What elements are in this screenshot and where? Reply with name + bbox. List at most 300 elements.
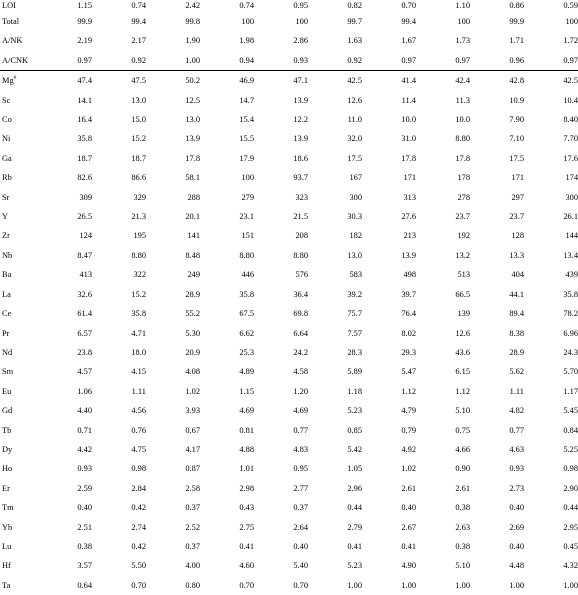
table-cell: 67.5: [239, 309, 254, 319]
table-row: [0, 459, 578, 478]
row-label: [0, 556, 38, 575]
table-cell: 7.10: [509, 134, 524, 144]
table-cell: 0.84: [563, 425, 578, 435]
table-cell: 0.98: [131, 464, 146, 474]
row-label-text: Ni: [2, 134, 11, 144]
table-cell: 0.86: [509, 1, 524, 10]
table-cell: 576: [295, 270, 308, 280]
table-row: [0, 304, 578, 323]
table-cell: 12.6: [455, 328, 470, 338]
table-cell: 1.00: [509, 580, 524, 590]
table-cell: 4.17: [185, 444, 200, 454]
table-cell: 15.2: [131, 134, 146, 144]
table-cell: 13.0: [131, 95, 146, 105]
table-cell: 4.57: [77, 367, 92, 377]
table-cell: 329: [133, 192, 146, 202]
table-cell: 404: [511, 270, 524, 280]
table-cell: 171: [511, 173, 524, 183]
table-cell: 24.3: [563, 347, 578, 357]
table-cell: 192: [457, 231, 470, 241]
table-cell: 446: [241, 270, 254, 280]
table-cell: 18.0: [131, 347, 146, 357]
row-label: [0, 362, 38, 381]
table-cell: 2.17: [131, 36, 146, 46]
table-cell: 1.15: [77, 1, 92, 10]
row-label-text: Pr: [2, 328, 10, 338]
table-row: [0, 421, 578, 440]
table-cell: 0.71: [77, 425, 92, 435]
table-cell: 21.3: [131, 212, 146, 222]
table-cell: 31.0: [401, 134, 416, 144]
table-cell: 0.44: [347, 503, 362, 513]
table-cell: 1.20: [293, 386, 308, 396]
row-label-text: Lu: [2, 541, 12, 551]
table-cell: 46.9: [239, 76, 254, 86]
row-label-text: Zr: [2, 231, 10, 241]
table-cell: 2.51: [77, 522, 92, 532]
row-label: [0, 226, 38, 245]
row-label: [0, 12, 38, 31]
table-row: [0, 343, 578, 362]
table-cell: 17.5: [509, 153, 524, 163]
table-cell: 139: [457, 309, 470, 319]
table-row: [0, 498, 578, 517]
table-cell: 5.23: [347, 406, 362, 416]
table-row: [0, 285, 578, 304]
table-cell: 4.48: [509, 561, 524, 571]
table-cell: 4.88: [239, 444, 254, 454]
row-label-text: Nb: [2, 250, 13, 260]
table-row: [0, 362, 578, 381]
table-cell: 5.10: [455, 561, 470, 571]
table-cell: 8.02: [401, 328, 416, 338]
table-cell: 8.40: [563, 115, 578, 125]
table-cell: 498: [403, 270, 416, 280]
table-cell: 2.61: [455, 483, 470, 493]
table-cell: 1.11: [509, 386, 524, 396]
table-cell: 4.82: [509, 406, 524, 416]
table-cell: 0.82: [347, 1, 362, 10]
table-cell: 11.3: [455, 95, 470, 105]
row-label-text: Y: [2, 212, 9, 222]
row-label-text: Tb: [2, 425, 12, 435]
table-cell: 0.64: [77, 580, 92, 590]
table-cell: 55.2: [185, 309, 200, 319]
table-cell: 300: [565, 192, 578, 202]
table-cell: 3.57: [77, 561, 92, 571]
table-cell: 182: [349, 231, 362, 241]
table-cell: 4.89: [239, 367, 254, 377]
table-cell: 174: [565, 173, 578, 183]
table-cell: 99.8: [185, 17, 200, 26]
table-cell: 288: [187, 192, 200, 202]
table-cell: 1.67: [401, 36, 416, 46]
row-label: [0, 421, 38, 440]
table-cell: 4.66: [455, 444, 470, 454]
table-cell: 13.0: [347, 250, 362, 260]
row-label: [0, 343, 38, 362]
table-cell: 2.67: [401, 522, 416, 532]
table-cell: 439: [565, 270, 578, 280]
table-cell: 13.0: [185, 115, 200, 125]
table-cell: 0.41: [239, 541, 254, 551]
table-cell: 15.2: [131, 289, 146, 299]
table-cell: 309: [79, 192, 92, 202]
table-cell: 4.71: [131, 328, 146, 338]
table-cell: 0.85: [347, 425, 362, 435]
table-cell: 36.4: [293, 289, 308, 299]
row-label: [0, 518, 38, 537]
table-cell: 10.0: [455, 115, 470, 125]
table-cell: 2.74: [131, 522, 146, 532]
table-cell: 69.8: [293, 309, 308, 319]
table-cell: 2.69: [509, 522, 524, 532]
row-label: [0, 459, 38, 478]
table-cell: 99.4: [131, 17, 146, 26]
table-cell: 279: [241, 192, 254, 202]
table-cell: 2.64: [293, 522, 308, 532]
table-cell: 2.77: [293, 483, 308, 493]
table-cell: 20.9: [185, 347, 200, 357]
row-label: [0, 246, 38, 265]
table-cell: 5.40: [293, 561, 308, 571]
row-label-text: Co: [2, 115, 12, 125]
table-cell: 17.9: [239, 153, 254, 163]
row-label-text: Sc: [2, 95, 11, 105]
table-row: [0, 31, 578, 50]
row-label-text: Ga: [2, 153, 12, 163]
row-label: [0, 537, 38, 556]
table-cell: 23.1: [239, 212, 254, 222]
table-cell: 2.19: [77, 36, 92, 46]
table-cell: 5.89: [347, 367, 362, 377]
table-cell: 61.4: [77, 309, 92, 319]
table-cell: 141: [187, 231, 200, 241]
table-cell: 1.17: [563, 386, 578, 396]
table-cell: 86.6: [131, 173, 146, 183]
table-cell: 0.93: [509, 464, 524, 474]
table-row: [0, 149, 578, 168]
table-cell: 47.5: [131, 76, 146, 86]
row-label-text: Nd: [2, 347, 13, 357]
table-cell: 208: [295, 231, 308, 241]
table-cell: 0.70: [293, 580, 308, 590]
table-cell: 23.7: [509, 212, 524, 222]
table-row: [0, 440, 578, 459]
table-row: [0, 226, 578, 245]
table-cell: 0.95: [293, 1, 308, 10]
table-cell: 0.74: [131, 1, 146, 10]
table-cell: 2.52: [185, 522, 200, 532]
table-cell: 24.2: [293, 347, 308, 357]
table-cell: 13.3: [509, 250, 524, 260]
table-cell: 8.80: [131, 250, 146, 260]
table-cell: 13.9: [293, 134, 308, 144]
table-cell: 7.70: [563, 134, 578, 144]
table-cell: 5.30: [185, 328, 200, 338]
table-cell: 1.06: [77, 386, 92, 396]
row-label: [0, 576, 38, 595]
table-cell: 78.2: [563, 309, 578, 319]
table-row: [0, 382, 578, 401]
table-cell: 1.00: [455, 580, 470, 590]
table-cell: 12.5: [185, 95, 200, 105]
table-cell: 2.73: [509, 483, 524, 493]
table-cell: 42.5: [563, 76, 578, 86]
table-cell: 12.6: [347, 95, 362, 105]
table-cell: 0.38: [455, 541, 470, 551]
row-label-text: LOI: [2, 1, 16, 10]
table-cell: 11.0: [347, 115, 362, 125]
table-cell: 151: [241, 231, 254, 241]
table-cell: 1.00: [347, 580, 362, 590]
table-cell: 0.59: [563, 1, 578, 10]
table-cell: 0.67: [185, 425, 200, 435]
table-cell: 1.18: [347, 386, 362, 396]
table-cell: 99.9: [509, 17, 524, 26]
table-cell: 10.9: [509, 95, 524, 105]
table-cell: 1.15: [239, 386, 254, 396]
table-cell: 0.96: [470, 51, 524, 71]
table-cell: 13.2: [455, 250, 470, 260]
table-cell: 100: [295, 17, 308, 26]
table-cell: 5.50: [131, 561, 146, 571]
table-cell: 0.38: [77, 541, 92, 551]
table-cell: 0.70: [401, 1, 416, 10]
table-cell: 2.63: [455, 522, 470, 532]
table-cell: 144: [565, 231, 578, 241]
row-label: [0, 207, 38, 226]
table-cell: 1.00: [401, 580, 416, 590]
table-cell: 47.4: [77, 76, 92, 86]
table-cell: 3.93: [185, 406, 200, 416]
table-cell: 100: [457, 17, 470, 26]
table-cell: 14.7: [239, 95, 254, 105]
table-cell: 249: [187, 270, 200, 280]
table-cell: 35.8: [239, 289, 254, 299]
table-cell: 6.96: [563, 328, 578, 338]
table-cell: 1.10: [455, 1, 470, 10]
table-cell: 5.45: [563, 406, 578, 416]
row-label-text: Ba: [2, 270, 12, 280]
table-row: [0, 556, 578, 575]
table-cell: 82.6: [77, 173, 92, 183]
table-cell: 0.75: [455, 425, 470, 435]
row-label-text: Mg: [2, 76, 14, 86]
table-cell: 0.92: [308, 51, 362, 71]
table-cell: 1.63: [347, 36, 362, 46]
table-cell: 17.6: [563, 153, 578, 163]
table-cell: 1.72: [563, 36, 578, 46]
table-cell: 89.4: [509, 309, 524, 319]
table-cell: 0.87: [185, 464, 200, 474]
table-cell: 58.1: [185, 173, 200, 183]
table-cell: 2.95: [563, 522, 578, 532]
table-cell: 35.8: [563, 289, 578, 299]
table-cell: 2.96: [347, 483, 362, 493]
table-cell: 6.15: [455, 367, 470, 377]
row-label: [0, 110, 38, 129]
table-cell: 100: [241, 173, 254, 183]
table-cell: 4.90: [401, 561, 416, 571]
table-cell: 4.75: [131, 444, 146, 454]
table-cell: 8.47: [77, 250, 92, 260]
row-label-text: Yb: [2, 522, 13, 532]
table-cell: 0.92: [92, 51, 146, 71]
table-cell: 5.70: [563, 367, 578, 377]
table-cell: 26.1: [563, 212, 578, 222]
table-cell: 1.00: [563, 580, 578, 590]
table-cell: 0.37: [185, 541, 200, 551]
table-row: [0, 129, 578, 148]
table-cell: 35.8: [131, 309, 146, 319]
table-cell: 23.7: [455, 212, 470, 222]
row-label-text: Gd: [2, 406, 13, 416]
row-label-text: A/CNK: [2, 55, 29, 65]
table-cell: 2.61: [401, 483, 416, 493]
table-cell: 50.2: [185, 76, 200, 86]
table-cell: 7.57: [347, 328, 362, 338]
row-label: [0, 71, 38, 91]
table-cell: 1.01: [239, 464, 254, 474]
row-label: [0, 382, 38, 401]
table-cell: 1.12: [455, 386, 470, 396]
table-cell: 10.4: [563, 95, 578, 105]
row-label: [0, 324, 38, 343]
table-cell: 39.7: [401, 289, 416, 299]
table-row: [0, 537, 578, 556]
row-label: [0, 0, 38, 12]
table-cell: 18.7: [131, 153, 146, 163]
table-cell: 167: [349, 173, 362, 183]
table-row: [0, 246, 578, 265]
table-row: [0, 518, 578, 537]
table-row: [0, 51, 578, 71]
table-cell: 1.71: [509, 36, 524, 46]
table-cell: 0.70: [131, 580, 146, 590]
row-label-text: Tm: [2, 503, 14, 513]
table-cell: 47.1: [293, 76, 308, 86]
row-label-text: La: [2, 289, 11, 299]
table-row: [0, 168, 578, 187]
table-cell: 0.45: [563, 541, 578, 551]
table-cell: 10.0: [401, 115, 416, 125]
table-cell: 6.57: [77, 328, 92, 338]
table-cell: 0.42: [131, 541, 146, 551]
table-cell: 0.40: [401, 503, 416, 513]
table-cell: 4.92: [401, 444, 416, 454]
table-cell: 171: [403, 173, 416, 183]
table-cell: 4.32: [563, 561, 578, 571]
table-cell: 8.38: [509, 328, 524, 338]
table-cell: 29.3: [401, 347, 416, 357]
table-row: [0, 0, 578, 12]
table-cell: 178: [457, 173, 470, 183]
table-cell: 8.48: [185, 250, 200, 260]
table-cell: 4.42: [77, 444, 92, 454]
row-label: [0, 91, 38, 110]
row-label-text: Ta: [2, 580, 11, 590]
table-cell: 0.43: [239, 503, 254, 513]
table-cell: 0.93: [77, 464, 92, 474]
table-cell: 42.8: [509, 76, 524, 86]
table-cell: 4.58: [293, 367, 308, 377]
table-cell: 0.42: [131, 503, 146, 513]
table-row: [0, 188, 578, 207]
row-label: [0, 498, 38, 517]
table-cell: 4.79: [401, 406, 416, 416]
table-cell: 6.62: [239, 328, 254, 338]
table-cell: 0.70: [239, 580, 254, 590]
table-cell: 323: [295, 192, 308, 202]
table-row: [0, 479, 578, 498]
table-cell: 0.77: [509, 425, 524, 435]
table-row: [0, 265, 578, 284]
table-cell: 18.7: [77, 153, 92, 163]
table-cell: 4.69: [239, 406, 254, 416]
table-cell: 0.80: [185, 580, 200, 590]
table-cell: 2.42: [185, 1, 200, 10]
row-label-text: Eu: [2, 386, 12, 396]
table-cell: 5.47: [401, 367, 416, 377]
table-cell: 513: [457, 270, 470, 280]
table-cell: 15.5: [239, 134, 254, 144]
table-cell: 0.37: [293, 503, 308, 513]
table-cell: 195: [133, 231, 146, 241]
table-cell: 583: [349, 270, 362, 280]
table-cell: 297: [511, 192, 524, 202]
row-label: [0, 304, 38, 323]
table-cell: 17.5: [347, 153, 362, 163]
table-cell: 0.97: [524, 51, 578, 71]
table-cell: 35.8: [77, 134, 92, 144]
row-label: [0, 51, 38, 71]
row-label-text: Sm: [2, 367, 14, 377]
table-cell: 99.9: [77, 17, 92, 26]
table-cell: 11.4: [401, 95, 416, 105]
table-cell: 1.90: [185, 36, 200, 46]
table-cell: 2.90: [563, 483, 578, 493]
table-row: [0, 110, 578, 129]
table-row: [0, 207, 578, 226]
table-cell: 0.38: [455, 503, 470, 513]
row-label-text: Ce: [2, 309, 12, 319]
row-label: [0, 188, 38, 207]
table-cell: 14.1: [77, 95, 92, 105]
table-cell: 2.58: [185, 483, 200, 493]
table-cell: 0.74: [239, 1, 254, 10]
table-cell: 32.6: [77, 289, 92, 299]
table-cell: 5.25: [563, 444, 578, 454]
table-cell: 13.9: [185, 134, 200, 144]
row-label-text: Sr: [2, 192, 10, 202]
table-cell: 26.5: [77, 212, 92, 222]
table-cell: 2.59: [77, 483, 92, 493]
table-cell: 0.40: [77, 503, 92, 513]
table-cell: 4.83: [293, 444, 308, 454]
table-row: [0, 324, 578, 343]
table-cell: 13.4: [563, 250, 578, 260]
table-cell: 15.0: [131, 115, 146, 125]
table-cell: 278: [457, 192, 470, 202]
table-cell: 8.80: [239, 250, 254, 260]
table-cell: 66.5: [455, 289, 470, 299]
table-cell: 28.9: [185, 289, 200, 299]
table-cell: 413: [79, 270, 92, 280]
table-cell: 5.10: [455, 406, 470, 416]
row-label-superscript: #: [13, 75, 17, 82]
table-cell: 0.41: [401, 541, 416, 551]
